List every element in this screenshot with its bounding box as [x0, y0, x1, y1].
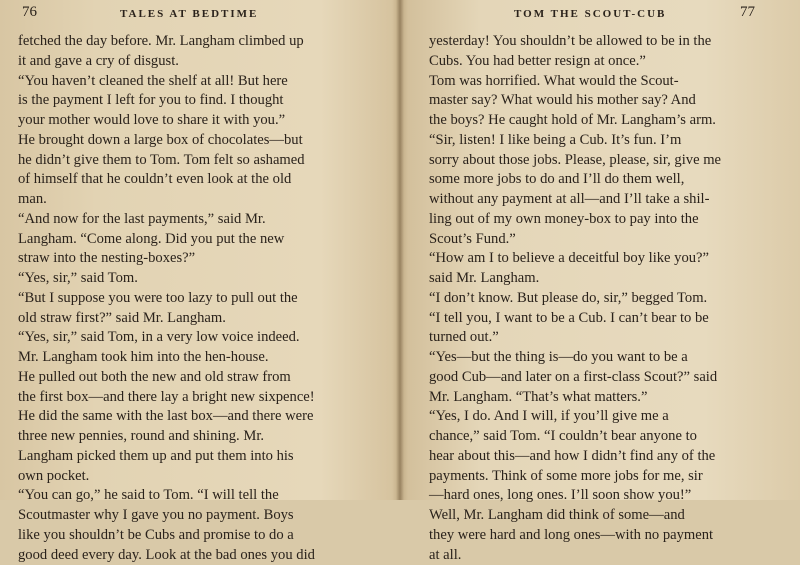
text-line: hear about this—and how I didn’t find any of the [429, 447, 767, 467]
text-line: the boys? He caught hold of Mr. Langham’s arm. [429, 111, 767, 131]
text-line: “You can go,” he said to Tom. “I will tell the [18, 486, 361, 506]
text-line: “How am I to believe a deceitful boy like you?” [429, 249, 767, 269]
text-line: straw into the nesting-boxes?” [18, 249, 361, 269]
text-line: is the payment I left for you to find. I thought [18, 91, 361, 111]
text-line: He did the same with the last box—and there were [18, 407, 361, 427]
right-page [402, 0, 800, 500]
text-line: Mr. Langham took him into the hen-house. [18, 348, 361, 368]
text-line: “Sir, listen! I like being a Cub. It’s fun. I’m [429, 131, 767, 151]
text-line: good deed every day. Look at the bad ones you did [18, 546, 361, 565]
text-line: —hard ones, long ones. I’ll soon show you!” [429, 486, 767, 506]
text-line: chance,” said Tom. “I couldn’t bear anyone to [429, 427, 767, 447]
text-line: it and gave a cry of disgust. [18, 52, 361, 72]
text-line: of himself that he couldn’t even look at the old [18, 170, 361, 190]
left-page-number: 76 [22, 4, 37, 21]
text-line: He brought down a large box of chocolates—but [18, 131, 361, 151]
right-running-head: TOM THE SCOUT-CUB [514, 8, 666, 20]
text-line: Cubs. You had better resign at once.” [429, 52, 767, 72]
text-line: master say? What would his mother say? And [429, 91, 767, 111]
left-page [0, 0, 398, 500]
text-line: Scout’s Fund.” [429, 230, 767, 250]
text-line: he didn’t give them to Tom. Tom felt so ashamed [18, 151, 361, 171]
right-page-number: 77 [740, 4, 755, 21]
text-line: three new pennies, round and shining. Mr. [18, 427, 361, 447]
text-line: the first box—and there lay a bright new sixpence! [18, 388, 361, 408]
text-line: they were hard and long ones—with no payment [429, 526, 767, 546]
text-line: yesterday! You shouldn’t be allowed to be in the [429, 32, 767, 52]
text-line: “Yes—but the thing is—do you want to be a [429, 348, 767, 368]
text-line: He pulled out both the new and old straw from [18, 368, 361, 388]
left-running-head: TALES AT BEDTIME [120, 8, 258, 20]
text-line: Tom was horrified. What would the Scout- [429, 72, 767, 92]
text-line: “Yes, sir,” said Tom, in a very low voice indeed. [18, 328, 361, 348]
text-line: your mother would love to share it with you.” [18, 111, 361, 131]
text-line: “You haven’t cleaned the shelf at all! But here [18, 72, 361, 92]
text-line: like you shouldn’t be Cubs and promise to do a [18, 526, 361, 546]
text-line: Langham. “Come along. Did you put the new [18, 230, 361, 250]
text-line: old straw first?” said Mr. Langham. [18, 309, 361, 329]
text-line: Langham picked them up and put them into his [18, 447, 361, 467]
text-line: “Yes, sir,” said Tom. [18, 269, 361, 289]
text-line: turned out.” [429, 328, 767, 348]
right-page-body [429, 32, 767, 565]
text-line: man. [18, 190, 361, 210]
text-line: Mr. Langham. “That’s what matters.” [429, 388, 767, 408]
text-line: some more jobs to do and I’ll do them well, [429, 170, 767, 190]
text-line: payments. Think of some more jobs for me, sir [429, 467, 767, 487]
text-line: own pocket. [18, 467, 361, 487]
text-line: “And now for the last payments,” said Mr. [18, 210, 361, 230]
text-line: good Cub—and later on a first-class Scout?” said [429, 368, 767, 388]
text-line: “Yes, I do. And I will, if you’ll give me a [429, 407, 767, 427]
text-line: Scoutmaster why I gave you no payment. Boys [18, 506, 361, 526]
text-line: ling out of my own money-box to pay into the [429, 210, 767, 230]
text-line: “I tell you, I want to be a Cub. I can’t bear to be [429, 309, 767, 329]
text-line: “I don’t know. But please do, sir,” begged Tom. [429, 289, 767, 309]
text-line: said Mr. Langham. [429, 269, 767, 289]
text-line: “But I suppose you were too lazy to pull out the [18, 289, 361, 309]
text-line: fetched the day before. Mr. Langham climbed up [18, 32, 361, 52]
text-line: Well, Mr. Langham did think of some—and [429, 506, 767, 526]
text-line: sorry about those jobs. Please, please, sir, give me [429, 151, 767, 171]
text-line: at all. [429, 546, 767, 565]
text-line: without any payment at all—and I’ll take a shil- [429, 190, 767, 210]
left-page-body [18, 32, 361, 565]
